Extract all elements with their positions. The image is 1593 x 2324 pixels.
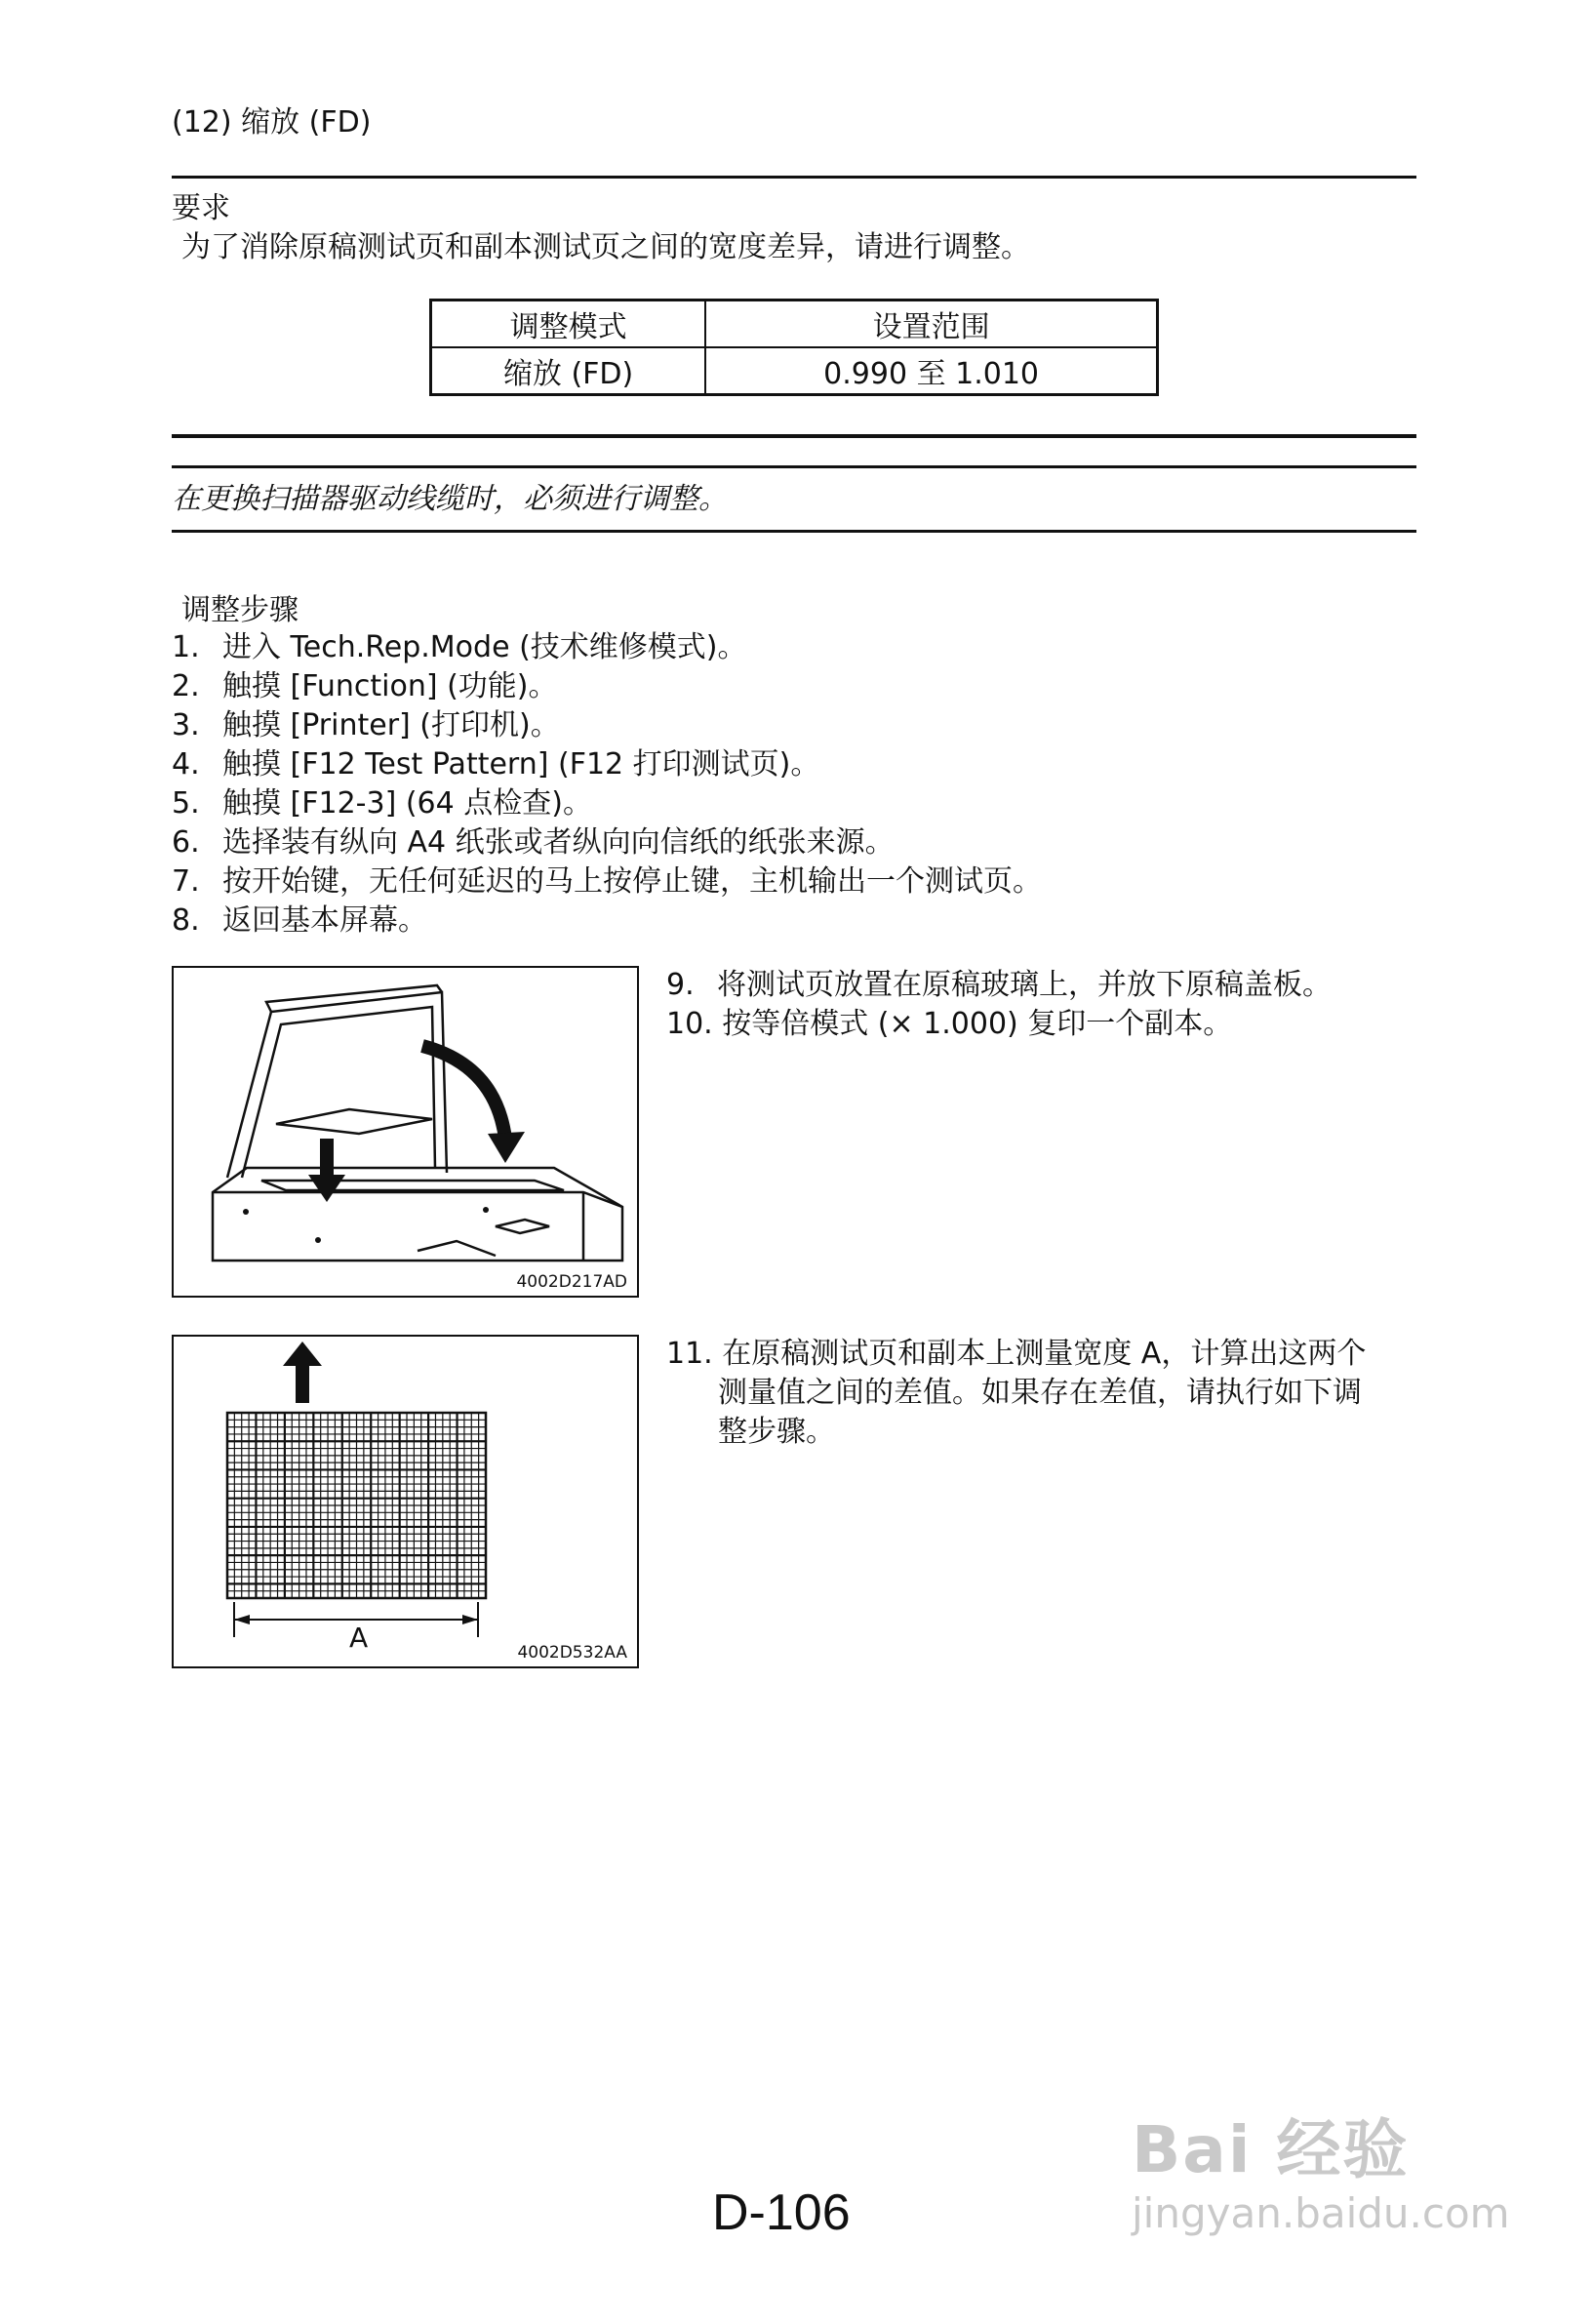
list-item [172,667,558,706]
list-item [666,1005,1232,1044]
step-number: 3. [172,708,200,742]
step-number: 8. [172,903,200,938]
step-number: 1. [172,630,200,664]
step-number: 7. [172,864,200,899]
list-item [666,1335,1366,1374]
step-text: 进入 Tech.Rep.Mode (技术维修模式)。 [222,630,747,664]
list-item [172,902,427,941]
list-item [666,966,1332,1005]
divider-note-top-1 [172,434,1416,438]
note-text: 在更换扫描器驱动线缆时，必须进行调整。 [172,482,728,516]
table-row [431,347,1158,395]
step-number: 2. [172,669,200,703]
requirement-heading: 要求 [172,191,230,225]
table-cell: 0.990 至 1.010 [705,347,1157,395]
page-number: D-106 [712,2184,851,2241]
step-text: 将测试页放置在原稿玻璃上，并放下原稿盖板。 [717,968,1332,1002]
step-text: 选择装有纵向 A4 纸张或者纵向向信纸的纸张来源。 [222,825,895,860]
adjustment-table [429,299,1159,396]
list-item [172,784,592,823]
list-item [172,745,819,784]
requirement-text: 为了消除原稿测试页和副本测试页之间的宽度差异，请进行调整。 [181,230,1030,264]
divider-top [172,176,1416,179]
step-text: 在原稿测试页和副本上测量宽度 A，计算出这两个 [722,1337,1367,1371]
step-text: 触摸 [Printer] (打印机)。 [222,708,560,742]
step-number: 11. [666,1337,713,1371]
figure-scanner-cover [172,966,639,1298]
step-number: 6. [172,825,200,860]
procedure-heading: 调整步骤 [181,593,299,627]
step-number: 9. [666,968,695,1002]
step-text: 返回基本屏幕。 [222,903,427,938]
scanner-illustration [174,968,637,1296]
watermark-logo: Bai 经验 [1132,2112,1410,2187]
watermark-url: jingyan.baidu.com [1132,2189,1510,2237]
figure-test-pattern [172,1335,639,1668]
step-number: 4. [172,747,200,781]
step-text-continued: 测量值之间的差值。如果存在差值，请执行如下调 [718,1376,1362,1410]
table-header-row [431,301,1158,348]
divider-note-top-2 [172,465,1416,468]
divider-note-bottom [172,530,1416,533]
list-item [172,706,560,745]
list-item [172,823,895,862]
step-text: 触摸 [F12 Test Pattern] (F12 打印测试页)。 [222,747,820,781]
step-text: 按等倍模式 (× 1.000) 复印一个副本。 [722,1007,1233,1041]
step-text: 按开始键，无任何延迟的马上按停止键，主机输出一个测试页。 [222,864,1042,899]
section-title: (12) 缩放 (FD) [172,105,372,140]
list-item [172,862,1042,902]
step-number: 5. [172,786,200,821]
step-text: 触摸 [Function] (功能)。 [222,669,558,703]
table-cell: 缩放 (FD) [431,347,706,395]
step-text: 触摸 [F12-3] (64 点检查)。 [222,786,592,821]
table-header: 设置范围 [705,301,1157,348]
figure-code: 4002D532AA [517,1643,627,1663]
table-header: 调整模式 [431,301,706,348]
step-number: 10. [666,1007,713,1041]
list-item [172,628,746,667]
step-text-continued: 整步骤。 [718,1415,835,1449]
test-pattern-illustration [174,1337,637,1666]
dimension-label: A [349,1622,369,1654]
figure-code: 4002D217AD [516,1272,627,1292]
